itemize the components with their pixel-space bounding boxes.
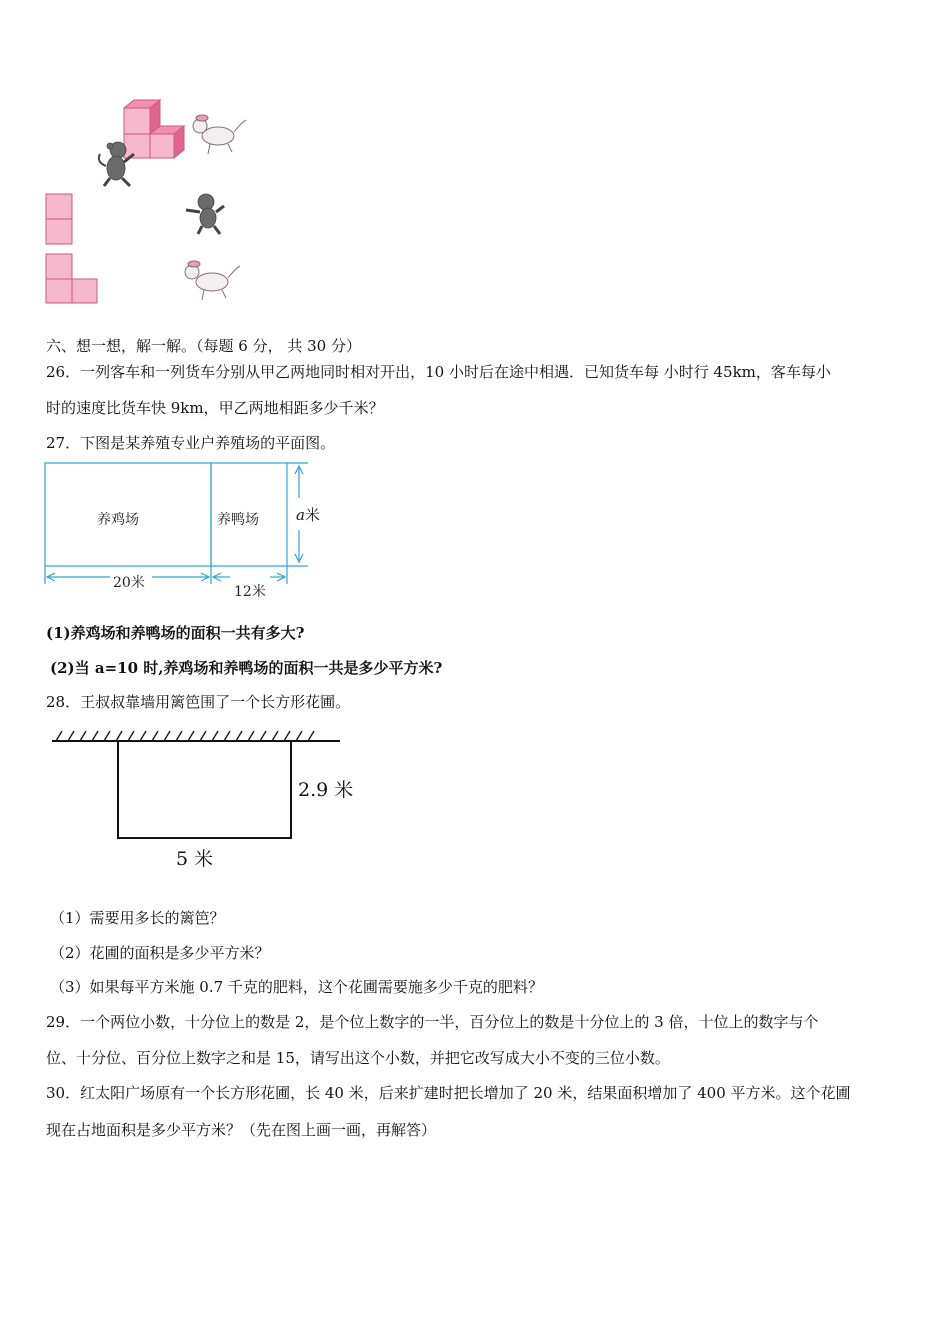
garden-height-label: 2.9 米 [298,779,354,801]
dog-icon [185,261,240,300]
q28-sub3: （3）如果每平方米施 0.7 千克的肥料，这个花圃需要施多少千克的肥料？ [50,978,543,996]
dog-icon [193,115,246,154]
q28-sub2: （2）花圃的面积是多少平方米？ [50,944,270,962]
q27-sub2: (2)当 a=10 时,养鸡场和养鸭场的面积一共是多少平方米? [50,659,443,677]
monkey-icon [186,194,224,234]
cube-view-figure [40,92,260,307]
q27-intro: 27．下图是某养殖专业户养殖场的平面图。 [46,434,336,452]
q26-line2: 时的速度比货车快 9km，甲乙两地相距多少千米？ [46,399,384,417]
section-title: 六、想一想，解一解。（每题 6 分， 共 30 分） [46,337,361,355]
garden-fence [118,741,291,838]
height-label [296,506,320,524]
q26-line1: 26．一列客车和一列货车分别从甲乙两地同时相对开出，10 小时后在途中相遇．已知货车每 小时行 45km，客车每小 [46,363,831,381]
garden-diagram [50,728,370,878]
q29-line1: 29．一个两位小数，十分位上的数是 2，是个位上数字的一半，百分位上的数是十分位上的 3 倍，十位上的数字与个 [46,1013,819,1031]
q28-sub1: （1）需要用多长的篱笆？ [50,909,225,927]
side-view-squares [46,254,97,303]
cube-stack [124,100,184,158]
farm-plan-diagram [40,458,340,603]
height-unit: 米 [304,506,320,524]
width1-label: 20米 [113,575,145,591]
garden-width-label: 5 米 [176,848,214,870]
duck-farm-label: 养鸭场 [217,512,259,528]
q28-intro: 28．王叔叔靠墙用篱笆围了一个长方形花圃。 [46,693,351,711]
front-view-squares [46,194,72,244]
q29-line2: 位、十分位、百分位上数字之和是 15，请写出这个小数，并把它改写成大小不变的三位小数。 [46,1049,670,1067]
q30-line2: 现在占地面积是多少平方米？（先在图上画一画，再解答） [46,1121,437,1139]
width2-label: 12米 [234,584,266,600]
height-var: a [296,506,305,524]
q27-sub1: (1)养鸡场和养鸭场的面积一共有多大? [46,624,305,642]
chicken-farm-label: 养鸡场 [97,512,139,528]
wall-hatching [56,731,314,741]
q30-line1: 30．红太阳广场原有一个长方形花圃，长 40 米，后来扩建时把长增加了 20 米，结果面积增加了 400 平方米。这个花圃 [46,1084,851,1102]
